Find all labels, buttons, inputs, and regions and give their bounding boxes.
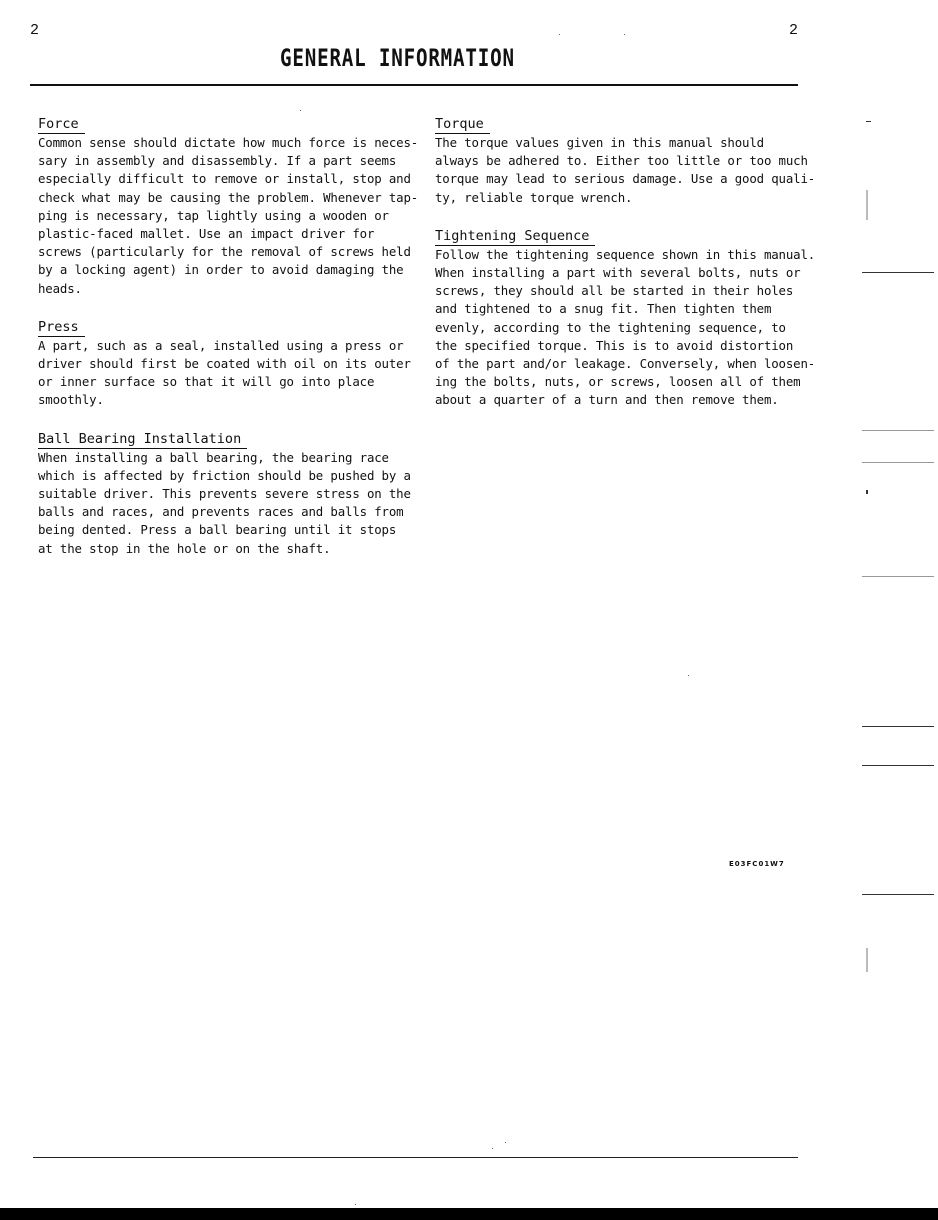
scan-speck [559,34,560,35]
scan-edge-mark [862,430,934,431]
bottom-scan-band [0,1208,938,1220]
section-press [38,316,418,410]
paragraph-line: driver should first be coated with oil on its outer [38,356,411,372]
section-ball-bearing-installation [38,428,418,558]
paragraph-line: heads. [38,280,82,296]
section-heading: Torque [435,115,490,134]
section-heading: Force [38,115,85,134]
section-tightening-sequence [435,225,815,410]
footer-code: E03FC01W7 [729,860,785,868]
paragraph-line: sary in assembly and disassembly. If a part seems [38,153,397,169]
paragraph-line: torque may lead to serious damage. Use a good quali- [435,171,816,187]
right-column [435,113,815,428]
page-number-left: 2 [30,22,40,39]
paragraph-line: A part, such as a seal, installed using a press or [38,337,404,353]
section-heading: Tightening Sequence [435,227,595,246]
scan-edge-mark [866,490,868,494]
paragraph-line: When installing a ball bearing, the bearing race [38,449,389,465]
scan-speck [688,675,689,676]
paragraph-line: The torque values given in this manual should [435,135,764,150]
section-heading: Ball Bearing Installation [38,430,247,449]
scan-edge-mark [862,462,934,463]
paragraph-line: balls and races, and prevents races and balls from [38,504,404,520]
left-column [38,113,418,576]
paragraph-line: of the part and/or leakage. Conversely, when loosen- [435,356,816,372]
scan-edge-mark [862,894,934,895]
scan-speck [492,1148,493,1149]
scan-edge-mark [866,948,868,972]
paragraph-line: or inner surface so that it will go into place [38,374,375,390]
paragraph-line: ing the bolts, nuts, or screws, loosen all of them [435,374,801,390]
scan-edge-mark [866,121,871,122]
paragraph-line: always be adhered to. Either too little or too much [435,153,808,169]
paragraph-line: Follow the tightening sequence shown in this manual. [435,246,816,262]
scan-speck [355,1204,356,1205]
scan-speck [300,110,301,111]
paragraph-line: evenly, according to the tightening sequence, to [435,319,786,335]
scan-edge-mark [866,190,868,220]
scan-speck [624,34,625,35]
paragraph-line: smoothly. [38,392,104,408]
paragraph-line: Common sense should dictate how much force is neces- [38,135,419,150]
scan-edge-mark [862,272,934,273]
scan-edge-mark [862,726,934,727]
scan-edge-mark [862,765,934,766]
paragraph-line: about a quarter of a turn and then remove them. [435,392,779,408]
paragraph-line: When installing a part with several bolts, nuts or [435,265,801,281]
paragraph-line: being dented. Press a ball bearing until it stops [38,522,397,538]
paragraph-line: ty, reliable torque wrench. [435,189,633,205]
section-heading: Press [38,318,85,337]
paragraph-line: which is affected by friction should be pushed by a [38,467,411,483]
paragraph-line: screws (particularly for the removal of screws held [38,244,411,260]
scan-edge-mark [862,576,934,577]
paragraph-line: screws, they should all be started in their holes [435,283,794,299]
page-title: GENERAL INFORMATION [280,44,515,72]
section-torque [435,113,815,207]
paragraph-line: the specified torque. This is to avoid distortion [435,337,794,353]
paragraph-line: by a locking agent) in order to avoid damaging the [38,262,404,278]
paragraph-line: and tightened to a snug fit. Then tighten them [435,301,772,317]
paragraph-line: suitable driver. This prevents severe stress on the [38,486,411,502]
paragraph-line: especially difficult to remove or install, stop and [38,171,411,187]
paragraph-line: ping is necessary, tap lightly using a wooden or [38,207,389,223]
paragraph-line: check what may be causing the problem. Whenever tap- [38,189,419,205]
paragraph-line: plastic-faced mallet. Use an impact driver for [38,226,375,242]
bottom-rule [33,1157,798,1158]
section-force [38,113,418,298]
paragraph-line: at the stop in the hole or on the shaft. [38,540,331,556]
scan-speck [505,1142,506,1143]
top-rule [30,84,798,86]
page-number-right: 2 [789,22,799,39]
